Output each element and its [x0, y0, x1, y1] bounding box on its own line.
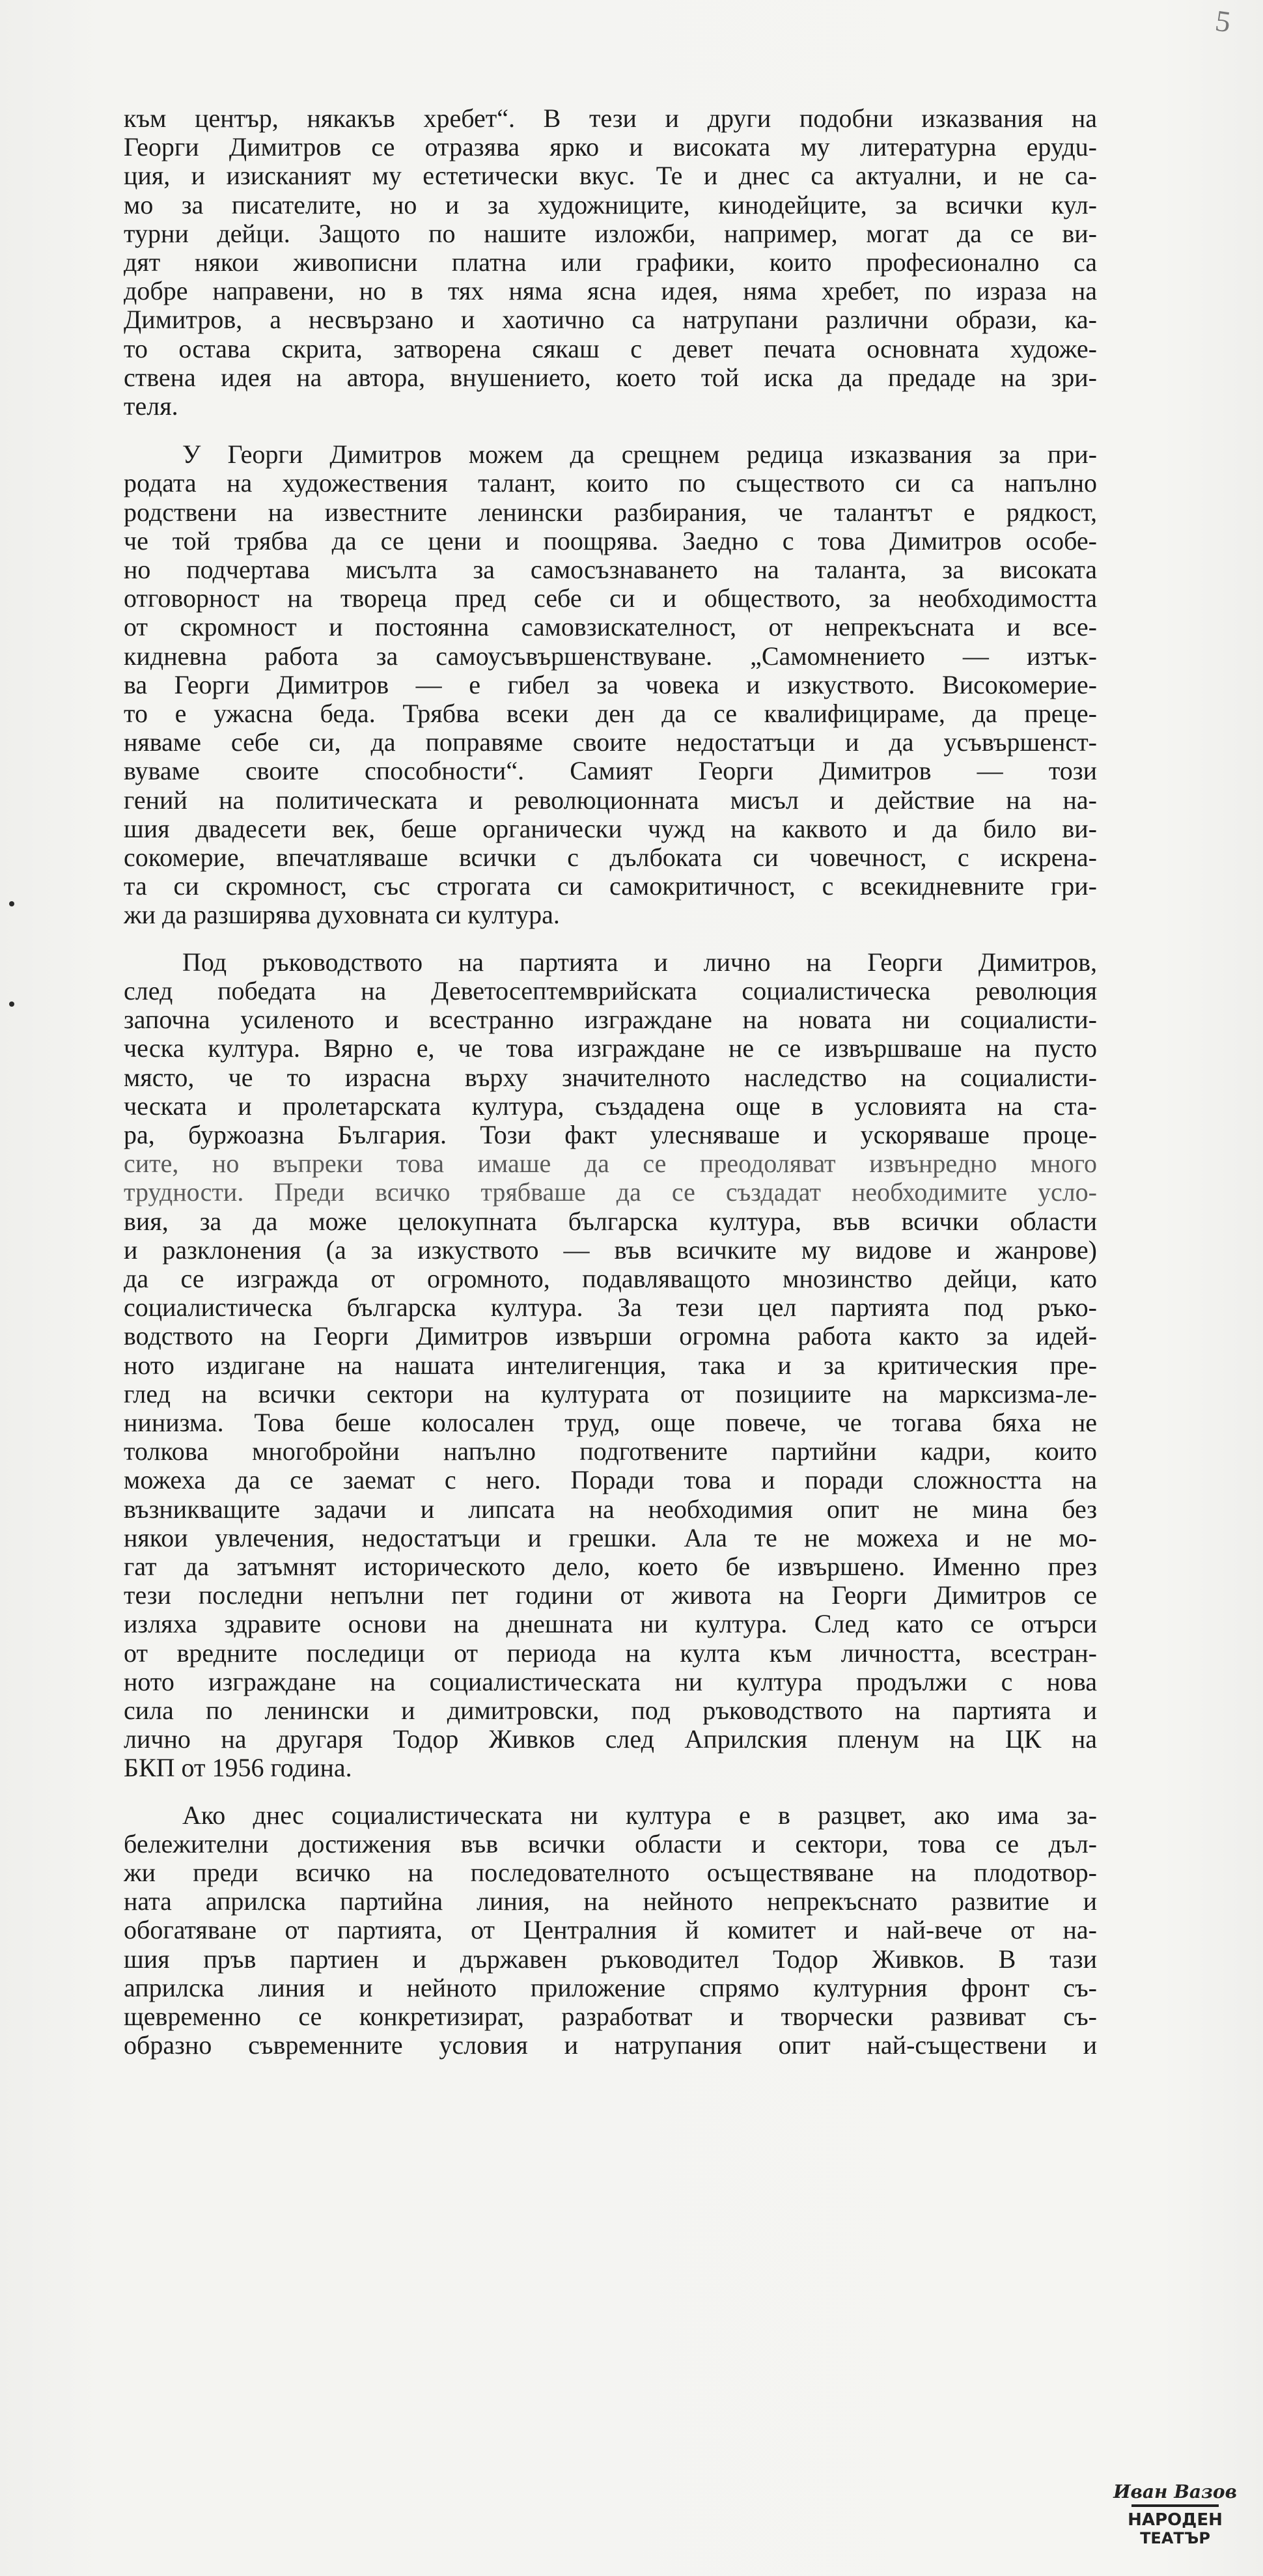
text-line: че той трябва да се цени и поощрява. Заедно с това Димитров особе-	[124, 525, 1097, 555]
text-line: лично на другаря Тодор Живков след Априлския пленум на ЦК на	[124, 1724, 1097, 1754]
text-line: след победата на Деветосептемврийската социалистическа революция	[124, 975, 1097, 1005]
text-line: ното издигане на нашата интелигенция, така и за критическия пре-	[124, 1350, 1097, 1380]
text-line: ствена идея на автора, внушението, което той иска да предаде на зри-	[124, 362, 1097, 392]
text-line: образно съвременните условия и натрупания опит най-съществени и	[124, 2030, 1097, 2060]
text-line: ция, и изисканият му естетически вкус. Те и днес са актуални, и не са-	[124, 161, 1097, 191]
text-line: да се изгражда от огромното, подавляващото мнозинство дейци, като	[124, 1263, 1097, 1293]
paragraph	[124, 440, 1097, 929]
text-line: ва Георги Димитров — е гибел за човека и изкуството. Високомерие-	[124, 669, 1097, 699]
text-line: толкова многобройни напълно подготвените партийни кадри, които	[124, 1436, 1097, 1466]
text-line: мо за писателите, но и за художниците, кинодейците, за всички кул-	[124, 189, 1097, 219]
paragraph	[124, 1801, 1097, 2060]
text-line: ческа култура. Вярно е, че това изграждане не се извършваше на пусто	[124, 1033, 1097, 1063]
naroden-teatar-logo	[1113, 2478, 1237, 2550]
text-line: Ако днес социалистическата ни култура е в разцвет, ако има за-	[182, 1800, 1097, 1830]
text-line: трудности. Преди всичко трябваше да се създадат необходимите усло-	[124, 1177, 1097, 1207]
text-line: априлска линия и нейното приложение спрямо културния фронт съ-	[124, 1972, 1097, 2002]
logo-signature: Иван Вазов	[1113, 2481, 1237, 2502]
text-line: шия двадесети век, беше органически чужд на каквото и да било ви-	[124, 813, 1097, 843]
text-line: възникващите задачи и липсата на необходимия опит не мина без	[124, 1494, 1097, 1524]
text-line: ната априлска партийна линия, на нейното непрекъснато развитие и	[124, 1886, 1097, 1916]
text-line: изляха здравите основи на днешната ни култура. След като се отърси	[124, 1609, 1097, 1639]
text-line: кидневна работа за самоусъвършенствуване. „Самомнението — изтък-	[124, 641, 1097, 671]
text-line: добре направени, но в тях няма ясна идея, няма хребет, по израза на	[124, 276, 1097, 306]
margin-mark	[9, 1001, 14, 1007]
text-line: гат да затъмнят историческото дело, което бе извършено. Именно през	[124, 1551, 1097, 1581]
text-line: някои увлечения, недостатъци и грешки. Ала те не можеха и не мо-	[124, 1522, 1097, 1552]
text-line: сокомерие, впечатляваше всички с дълбоката си човечност, с искрена-	[124, 843, 1097, 873]
text-line: глед на всички сектори на културата от позициите на марксизма-ле-	[124, 1379, 1097, 1408]
text-line: дят някои живописни платна или графики, които професионално са	[124, 247, 1097, 277]
text-line: то е ужасна беда. Трябва всеки ден да се квалифицираме, да преце-	[124, 699, 1097, 729]
margin-mark	[9, 901, 14, 906]
text-line: щевременно се конкретизират, разработват и творчески развиват съ-	[124, 2002, 1097, 2031]
text-line: родствени на известните ленински разбирания, че талантът е рядкост,	[124, 497, 1097, 527]
text-line: Димитров, а несвързано и хаотично са натрупани различни образи, ка-	[124, 305, 1097, 335]
text-line: жи да разширява духовната си култура.	[124, 900, 560, 930]
page-number: 5	[1213, 3, 1233, 39]
text-line: то остава скрита, затворена сякаш с девет печата основната художе-	[124, 333, 1097, 363]
text-line: обогатяване от партията, от Централния й комитет и най-вече от на-	[124, 1915, 1097, 1945]
document-body	[124, 104, 1097, 2060]
text-line: теля.	[124, 391, 178, 421]
text-line: можеха да се заемат с него. Поради това и поради сложността на	[124, 1465, 1097, 1495]
text-line: ра, буржоазна България. Този факт улесняваше и ускоряваше проце-	[124, 1119, 1097, 1149]
text-line: нинизма. Това беше колосален труд, още повече, че тогава бяха не	[124, 1407, 1097, 1437]
text-line: тези последни непълни пет години от живота на Георги Димитров се	[124, 1580, 1097, 1610]
paragraph	[124, 948, 1097, 1783]
text-line: от скромност и постоянна самовзискателност, от непрекъсната и все-	[124, 612, 1097, 642]
text-line: ното изграждане на социалистическата ни култура продължи с нова	[124, 1666, 1097, 1696]
text-line: но подчертава мисълта за самосъзнаването на таланта, за високата	[124, 555, 1097, 585]
text-line: сила по ленински и димитровски, под ръководството на партията и	[124, 1695, 1097, 1725]
logo-line1: НАРОДЕН	[1128, 2510, 1223, 2530]
text-line: и разклонения (а за изкуството — във всичките му видове и жанрове)	[124, 1235, 1097, 1265]
text-line: водството на Георги Димитров извърши огромна работа както за идей-	[124, 1321, 1097, 1351]
text-line: Под ръководството на партията и лично на Георги Димитров,	[182, 947, 1097, 977]
text-line: ческата и пролетарската култура, създадена още в условията на ста-	[124, 1091, 1097, 1121]
text-line: шия пръв партиен и държавен ръководител Тодор Живков. В тази	[124, 1944, 1097, 1974]
text-line: та си скромност, със строгата си самокритичност, с всекидневните гри-	[124, 871, 1097, 901]
text-line: вия, за да може целокупната българска култура, във всички области	[124, 1206, 1097, 1236]
text-line: към център, някакъв хребет“. В тези и други подобни изказвания на	[124, 104, 1097, 133]
text-line: място, че то израсна върху значителното наследство на социалисти-	[124, 1062, 1097, 1092]
logo-line2: ТЕАТЪР	[1140, 2529, 1210, 2547]
text-line: няваме себе си, да поправяме своите недостатъци и да усъвършенст-	[124, 727, 1097, 757]
text-line: Георги Димитров се отразява ярко и високата му литературна ерудu-	[124, 132, 1097, 162]
paragraph	[124, 104, 1097, 421]
text-line: жи преди всичко на последователното осъществяване на плодотвор-	[124, 1857, 1097, 1887]
text-line: от вредните последици от периода на култа към личността, всестран-	[124, 1638, 1097, 1668]
text-line: отговорност на твореца пред себе си и обществото, за необходимостта	[124, 583, 1097, 613]
text-line: гений на политическата и революционната мисъл и действие на на-	[124, 785, 1097, 815]
text-line: родата на художествения талант, които по съществото си са напълно	[124, 468, 1097, 498]
text-line: бележителни достижения във всички области и сектори, това се дъл-	[124, 1828, 1097, 1858]
text-line: вуваме своите способности“. Самият Георги Димитров — този	[124, 756, 1097, 786]
text-line: започна усиленото и всестранно изграждане на новата ни социалисти-	[124, 1005, 1097, 1035]
text-line: БКП от 1956 година.	[124, 1753, 352, 1783]
text-line: социалистическа българска култура. За тези цел партията под ръко-	[124, 1293, 1097, 1323]
text-line: сите, но въпреки това имаше да се преодоляват извънредно много	[124, 1149, 1097, 1179]
text-line: У Георги Димитров можем да срещнем редица изказвания за при-	[182, 440, 1097, 469]
text-line: турни дейци. Защото по нашите изложби, например, могат да се ви-	[124, 218, 1097, 248]
